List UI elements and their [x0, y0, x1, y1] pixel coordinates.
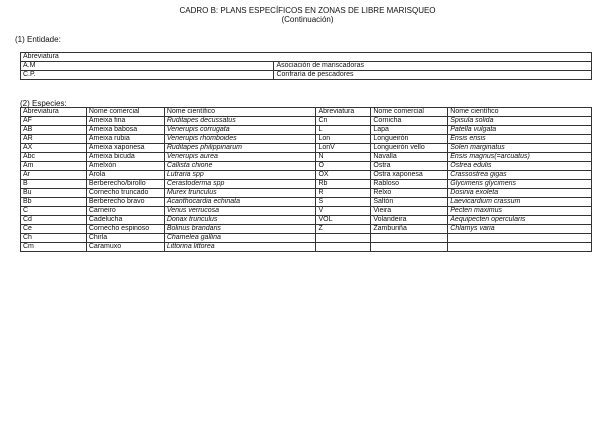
common-name-cell: Volandeira: [371, 216, 448, 225]
abbrev-cell: B: [21, 180, 87, 189]
abbrev-cell: AR: [21, 135, 87, 144]
abbrev-cell: AF: [21, 117, 87, 126]
entity-abbrev-cell: C.P.: [21, 71, 274, 80]
table-row: [21, 225, 592, 234]
column-header: Abreviatura: [316, 108, 371, 117]
table-row: [21, 53, 592, 62]
common-name-cell: Ameixa babosa: [86, 126, 164, 135]
abbrev-cell: Lon: [316, 135, 371, 144]
abbrev-cell: OX: [316, 171, 371, 180]
abbrev-cell: Bu: [21, 189, 87, 198]
table-row: [21, 62, 592, 71]
scientific-name-cell: Crassostrea gigas: [448, 171, 592, 180]
table-row: [21, 198, 592, 207]
common-name-cell: Cornecho espinoso: [86, 225, 164, 234]
abbrev-cell: O: [316, 162, 371, 171]
column-header: Nome científico: [448, 108, 592, 117]
table-row: [21, 189, 592, 198]
entity-section-label: (1) Entidade:: [15, 35, 61, 44]
scientific-name-cell: [448, 243, 592, 252]
common-name-cell: Longueirón: [371, 135, 448, 144]
abbrev-cell: V: [316, 207, 371, 216]
common-name-cell: Vieira: [371, 207, 448, 216]
scientific-name-cell: Ruditapes decussatus: [164, 117, 316, 126]
abbrev-cell: S: [316, 198, 371, 207]
common-name-cell: [371, 234, 448, 243]
table-row: [21, 207, 592, 216]
scientific-name-cell: Callista chione: [164, 162, 316, 171]
table-row: [21, 180, 592, 189]
table-row: [21, 171, 592, 180]
table-row: [21, 117, 592, 126]
abbrev-cell: VOL: [316, 216, 371, 225]
abbrev-cell: [316, 243, 371, 252]
table-row: [21, 234, 592, 243]
abbrev-cell: Ar: [21, 171, 87, 180]
scientific-name-cell: Venerupis aurea: [164, 153, 316, 162]
page-subtitle: (Continuación): [281, 15, 334, 24]
scientific-name-cell: Lutraria spp: [164, 171, 316, 180]
common-name-cell: Ameixa xaponesa: [86, 144, 164, 153]
scientific-name-cell: [448, 234, 592, 243]
scientific-name-cell: Laevicardium crassum: [448, 198, 592, 207]
abbrev-cell: Ce: [21, 225, 87, 234]
common-name-cell: Carneiro: [86, 207, 164, 216]
table-row: [21, 243, 592, 252]
abbrev-cell: Z: [316, 225, 371, 234]
scientific-name-cell: Venerupis corrugata: [164, 126, 316, 135]
common-name-cell: [371, 243, 448, 252]
common-name-cell: Relxo: [371, 189, 448, 198]
common-name-cell: Amelxón: [86, 162, 164, 171]
entity-name-cell: Asociación de mariscadoras: [274, 62, 592, 71]
column-header: Nome científico: [164, 108, 316, 117]
scientific-name-cell: Venus verrucosa: [164, 207, 316, 216]
scientific-name-cell: Venerupis rhomboides: [164, 135, 316, 144]
entity-table: [20, 52, 592, 80]
abbrev-cell: C: [21, 207, 87, 216]
scientific-name-cell: Glycimeris glycimeris: [448, 180, 592, 189]
scientific-name-cell: Chlamys varia: [448, 225, 592, 234]
common-name-cell: Berberecho/birollo: [86, 180, 164, 189]
column-header: Nome comercial: [86, 108, 164, 117]
scientific-name-cell: Aequipecten opercularis: [448, 216, 592, 225]
scientific-name-cell: Littorina littorea: [164, 243, 316, 252]
table-header-row: [21, 108, 592, 117]
scientific-name-cell: Chamelea gallina: [164, 234, 316, 243]
common-name-cell: Navalla: [371, 153, 448, 162]
scientific-name-cell: Solen marginatus: [448, 144, 592, 153]
scientific-name-cell: Ensis ensis: [448, 135, 592, 144]
table-row: [21, 144, 592, 153]
abbrev-cell: [316, 234, 371, 243]
column-header: Abreviatura: [21, 108, 87, 117]
common-name-cell: Lapa: [371, 126, 448, 135]
abbrev-cell: Am: [21, 162, 87, 171]
abbrev-cell: Cd: [21, 216, 87, 225]
common-name-cell: Cornecho truncado: [86, 189, 164, 198]
common-name-cell: Ameixa fina: [86, 117, 164, 126]
common-name-cell: Ostra xaponesa: [371, 171, 448, 180]
scientific-name-cell: Donax trunculus: [164, 216, 316, 225]
table-row: [21, 71, 592, 80]
page-title: CADRO B: PLANS ESPECÍFICOS EN ZONAS DE LIBRE MARISQUEO: [179, 6, 436, 15]
entity-name-cell: Confraría de pescadores: [274, 71, 592, 80]
entity-abbrev-cell: A.M: [21, 62, 274, 71]
scientific-name-cell: Dosinia exoleta: [448, 189, 592, 198]
scientific-name-cell: Ostrea edulis: [448, 162, 592, 171]
table-row: [21, 135, 592, 144]
species-table: [20, 107, 592, 252]
scientific-name-cell: Ruditapes philippinarum: [164, 144, 316, 153]
abbrev-cell: Rb: [316, 180, 371, 189]
common-name-cell: Chirla: [86, 234, 164, 243]
common-name-cell: Ameixa bicuda: [86, 153, 164, 162]
common-name-cell: Ostra: [371, 162, 448, 171]
scientific-name-cell: Pecten maximus: [448, 207, 592, 216]
scientific-name-cell: Spisula solida: [448, 117, 592, 126]
abbrev-cell: Abc: [21, 153, 87, 162]
column-header: Nome comercial: [371, 108, 448, 117]
scientific-name-cell: Murex trunculus: [164, 189, 316, 198]
abbrev-cell: Ch: [21, 234, 87, 243]
common-name-cell: Arola: [86, 171, 164, 180]
abbrev-cell: L: [316, 126, 371, 135]
table-row: [21, 153, 592, 162]
entity-header-cell: Abreviatura: [21, 53, 592, 62]
abbrev-cell: Bb: [21, 198, 87, 207]
common-name-cell: Cadelucha: [86, 216, 164, 225]
common-name-cell: Rabloso: [371, 180, 448, 189]
common-name-cell: Saltón: [371, 198, 448, 207]
abbrev-cell: N: [316, 153, 371, 162]
common-name-cell: Cornicha: [371, 117, 448, 126]
common-name-cell: Zamburiña: [371, 225, 448, 234]
scientific-name-cell: Ensis magnus(=arcuatus): [448, 153, 592, 162]
common-name-cell: Berberecho bravo: [86, 198, 164, 207]
abbrev-cell: LonV: [316, 144, 371, 153]
scientific-name-cell: Bolinus brandaris: [164, 225, 316, 234]
abbrev-cell: AX: [21, 144, 87, 153]
abbrev-cell: AB: [21, 126, 87, 135]
abbrev-cell: R: [316, 189, 371, 198]
abbrev-cell: Cn: [316, 117, 371, 126]
scientific-name-cell: Cerastoderma spp: [164, 180, 316, 189]
abbrev-cell: Cm: [21, 243, 87, 252]
species-section-label: (2) Especies:: [20, 99, 67, 108]
common-name-cell: Longueirón vello: [371, 144, 448, 153]
scientific-name-cell: Patella vulgata: [448, 126, 592, 135]
table-row: [21, 126, 592, 135]
scientific-name-cell: Acanthocardia echinata: [164, 198, 316, 207]
common-name-cell: Caramuxo: [86, 243, 164, 252]
table-row: [21, 162, 592, 171]
common-name-cell: Ameixa rubia: [86, 135, 164, 144]
table-row: [21, 216, 592, 225]
